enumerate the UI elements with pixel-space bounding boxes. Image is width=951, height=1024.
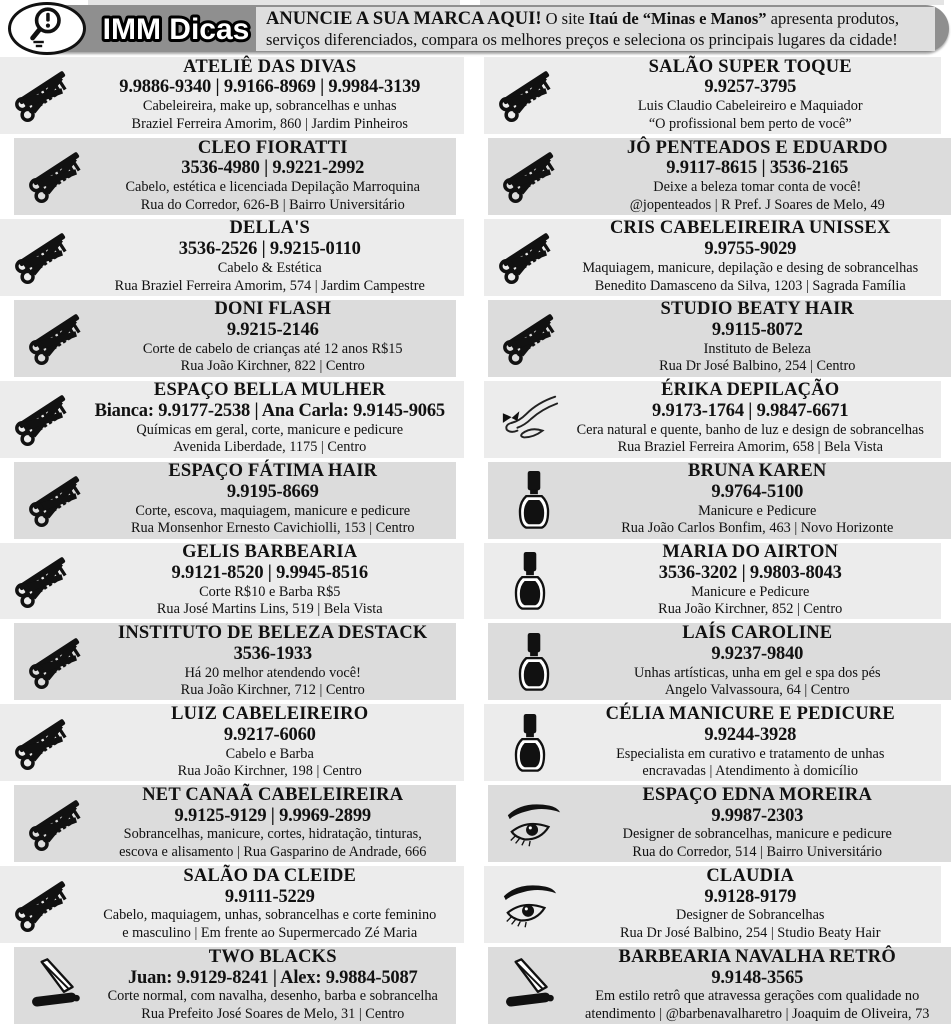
listing-line: Rua Dr José Balbino, 254 | Studio Beaty Hair [619,924,881,941]
listing-line: escova e alisamento | Rua Gasparino de Andrade, 666 [119,844,427,860]
listing-phones: 9.9128-9179 [704,886,797,907]
scissors-comb-icon [498,142,570,210]
listing-line: Cabelo, maquiagem, unhas, sobrancelhas e corte feminino [103,907,437,924]
straight-razor-icon [24,952,96,1020]
listing-line: e masculino | Em frente ao Supermercado Zé Maria [122,924,418,941]
listing-line: “O profissional bem perto de você” [648,115,852,132]
listing-phones: 9.9215-2146 [226,320,319,341]
listing-line: Unhas artísticas, unha em gel e spa dos pés [633,664,881,681]
listing-line: Rua do Corredor, 514 | Bairro Universitário [632,844,883,860]
listing-line: Avenida Liberdade, 1175 | Centro [173,439,367,456]
announcement-panel [256,7,935,51]
listing-text [566,623,950,700]
listing-line: Corte de cabelo de crianças até 12 anos R$15 [142,340,403,357]
listing-name: BRUNA KAREN [688,461,827,482]
scissors-comb-icon [24,466,96,534]
listing-phones: 9.9111-5229 [224,886,315,907]
listing-name: ESPAÇO EDNA MOREIRA [642,784,873,805]
scissors-comb-icon [498,304,570,372]
nail-polish-icon [494,547,566,615]
listing-line: Rua Braziel Ferreira Amorim, 658 | Bela Vista [617,439,883,456]
listing-text [78,219,462,296]
listing-line: Rua João Kirchner, 852 | Centro [658,601,843,618]
scissors-comb-icon [24,304,96,372]
listing-card [0,866,464,943]
listing-text [78,543,462,620]
listing-text [562,57,940,134]
listing-line: Manicure e Pedicure [698,502,817,519]
waxing-hand-icon [494,385,566,453]
listing-name: CÉLIA MANICURE E PEDICURE [605,704,895,724]
listing-text [562,219,940,296]
listing-text [566,138,950,215]
scissors-comb-icon [494,223,566,291]
listing-card [488,300,951,377]
listing-line: Manicure e Pedicure [691,583,810,600]
listing-name: ATELIÊ DAS DIVAS [183,56,357,77]
listing-phones: 3536-2526 | 9.9215-0110 [178,239,361,260]
listing-phones: 9.9115-8072 [711,320,803,341]
listing-card [14,785,456,862]
listing-line: Rua José Martins Lins, 519 | Bela Vista [156,601,383,618]
listing-line: Benedito Damasceno da Silva, 1203 | Sagrada Família [594,277,906,294]
listing-line: Rua João Carlos Bonfim, 463 | Novo Horizonte [621,520,894,537]
listing-card [488,462,951,539]
logo-text: IMM Dicas [102,13,250,46]
listing-text [78,57,462,134]
nail-polish-icon [498,466,570,534]
listing-name: SALÃO DA CLEIDE [183,865,357,886]
listing-card [484,219,942,296]
listing-card [0,543,464,620]
listing-line: Braziel Ferreira Amorim, 860 | Jardim Pinheiros [131,115,408,132]
listing-card [14,300,456,377]
listing-phones: 3536-1933 [233,643,312,664]
listing-text [78,704,462,781]
listing-card [484,704,942,781]
listing-phones: Juan: 9.9129-8241 | Alex: 9.9884-5087 [127,967,418,988]
listing-card [488,785,951,862]
listing-line: Químicas em geral, corte, manicure e pedicure [136,421,404,438]
scissors-comb-icon [494,61,566,129]
listing-phones: 9.9257-3795 [704,77,797,98]
listing-phones: 9.9764-5100 [711,482,804,503]
listing-line: Maquiagem, manicure, depilação e desing de sobrancelhas [582,259,919,276]
listing-line: Rua João Kirchner, 198 | Centro [177,763,362,780]
listing-text [92,462,454,539]
announcement-site-name: Itaú de “Minas e Manos” [588,8,767,28]
listing-line: Rua Dr José Balbino, 254 | Centro [659,358,856,375]
listing-phones: 3536-3202 | 9.9803-8043 [658,562,842,583]
listing-line: Deixe a beleza tomar conta de você! [653,179,862,196]
listing-name: ESPAÇO BELLA MULHER [153,380,386,401]
listing-phones: 9.9148-3565 [711,967,804,988]
listing-line: Corte, escova, maquiagem, manicure e pedicure [135,502,411,519]
scissors-comb-icon [10,709,82,777]
listings-column-right [484,57,951,1024]
listing-phones: 9.9173-1764 | 9.9847-6671 [652,401,849,422]
listing-line: Rua Monsenhor Ernesto Cavichiolli, 153 | Centro [130,520,415,537]
listing-line: Designer de sobrancelhas, manicure e pedicure [622,826,892,843]
listing-name: CLAUDIA [706,865,795,886]
listing-line: Luis Claudio Cabeleireiro e Maquiador [637,98,863,115]
imm-dicas-logo [8,2,86,55]
listing-card [484,381,942,458]
listing-text [78,866,462,943]
listing-text [566,947,950,1024]
listing-card [0,381,464,458]
listing-card [0,57,464,134]
scissors-comb-icon [10,547,82,615]
listing-line: Angelo Valvassoura, 64 | Centro [664,682,850,699]
listing-name: TWO BLACKS [208,946,337,967]
listing-phones: 9.9117-8615 | 3536-2165 [666,158,849,179]
listing-text [562,866,940,943]
listing-name: ESPAÇO FÁTIMA HAIR [168,461,378,482]
listing-line: Sobrancelhas, manicure, cortes, hidratação, tinturas, [123,826,422,843]
scissors-comb-icon [24,628,96,696]
listing-card [14,462,456,539]
listing-name: DONI FLASH [214,299,332,320]
listing-name: SALÃO SUPER TOQUE [648,56,852,77]
listing-phones: 9.9987-2303 [711,805,804,826]
announcement-lead: ANUNCIE A SUA MARCA AQUI! [266,8,542,29]
listing-name: CLEO FIORATTI [197,137,348,158]
scissors-comb-icon [24,142,96,210]
listing-card [0,219,464,296]
listing-line: Instituto de Beleza [703,340,811,357]
scissors-comb-icon [10,223,82,291]
listing-phones: 9.9244-3928 [704,724,797,745]
listing-text [78,381,462,458]
listing-name: LAÍS CAROLINE [682,623,833,644]
listing-phones: 9.9237-9840 [711,643,804,664]
listing-card [488,623,951,700]
listing-card [488,138,951,215]
listing-line: Rua Prefeito José Soares de Melo, 31 | Centro [141,1005,405,1022]
listing-text [562,381,940,458]
eyebrow-eye-icon [498,790,570,858]
listings-grid [0,57,951,1024]
listing-line: Cabelo & Estética [217,259,322,276]
listing-name: DELLA'S [229,218,311,239]
listing-card [484,866,942,943]
listing-text [566,462,950,539]
listing-line: encravadas | Atendimento à domicílio [642,763,859,780]
listings-column-left [0,57,468,1024]
listing-line: Cabeleireira, make up, sobrancelhas e unhas [142,98,397,115]
listing-line: Em estilo retrô que atravessa gerações com qualidade no [595,988,920,1005]
listing-text [92,623,454,700]
listing-text [566,300,950,377]
listing-text [92,785,454,862]
listing-phones: 9.9121-8520 | 9.9945-8516 [171,562,368,583]
listing-phones: 9.9195-8669 [226,482,319,503]
listing-phones: 9.9217-6060 [223,724,316,745]
listing-card [484,543,942,620]
listing-text [92,138,454,215]
listing-line: @jopenteados | R Pref. J Soares de Melo, 49 [629,196,885,213]
logo-wordmark [92,5,260,53]
scissors-comb-icon [10,385,82,453]
eyebrow-eye-icon [494,871,566,939]
listing-line: Especialista em curativo e tratamento de unhas [616,745,885,762]
listing-line: Cera natural e quente, banho de luz e design de sobrancelhas [576,421,924,438]
listing-text [566,785,950,862]
listing-line: Rua João Kirchner, 712 | Centro [180,682,365,699]
nail-polish-icon [494,709,566,777]
listing-name: INSTITUTO DE BELEZA DESTACK [117,623,428,644]
listing-card [14,138,456,215]
listing-line: Corte R$10 e Barba R$5 [199,583,341,600]
listing-text [562,704,940,781]
announcement-text: ANUNCIE A SUA MARCA AQUI! O site Itaú de “Minas e Manos” apresenta produtos, serviços diferenciados, compara os melhores preços e seleciona os principais lugares da cidade! [266,8,899,50]
listing-text [562,543,940,620]
listing-phones: Bianca: 9.9177-2538 | Ana Carla: 9.9145-9065 [94,401,445,422]
listing-line: Há 20 melhor atendendo você! [184,664,361,681]
listing-name: MARIA DO AIRTON [662,542,839,563]
listing-card [488,947,951,1024]
scissors-comb-icon [10,61,82,129]
listing-name: CRIS CABELEIREIRA UNISSEX [609,218,891,239]
listing-line: Rua do Corredor, 626-B | Bairro Universitário [140,196,405,213]
listing-line: Rua Braziel Ferreira Amorim, 574 | Jardim Campestre [114,277,425,294]
listing-phones: 9.9125-9129 | 9.9969-2899 [174,805,371,826]
listing-line: Corte normal, com navalha, desenho, barba e sobrancelha [107,988,438,1005]
listing-phones: 9.9755-9029 [704,239,797,260]
listing-name: LUIZ CABELEIREIRO [171,704,369,724]
listing-text [92,947,454,1024]
listing-name: JÔ PENTEADOS E EDUARDO [626,137,888,158]
listing-line: Designer de Sobrancelhas [676,907,825,924]
listing-card [14,947,456,1024]
straight-razor-icon [498,952,570,1020]
listing-name: NET CANAÃ CABELEIREIRA [142,784,404,805]
header [0,3,951,55]
listing-name: STUDIO BEATY HAIR [660,299,855,320]
listing-text [92,300,454,377]
listing-line: Rua João Kirchner, 822 | Centro [180,358,365,375]
listing-card [484,57,942,134]
listing-name: BARBEARIA NAVALHA RETRÔ [618,946,896,967]
listing-line: Cabelo e Barba [225,745,314,762]
listing-phones: 3536-4980 | 9.9221-2992 [181,158,365,179]
listing-line: atendimento | @barbenavalharetro | Joaquim de Oliveira, 73 [585,1005,930,1022]
listing-line: Cabelo, estética e licenciada Depilação Marroquina [125,179,421,196]
listing-card [0,704,464,781]
nail-polish-icon [498,628,570,696]
listing-phones: 9.9886-9340 | 9.9166-8969 | 9.9984-3139 [119,77,421,98]
magnifier-exclamation-icon [21,2,73,55]
scissors-comb-icon [24,790,96,858]
listing-name: GELIS BARBEARIA [182,542,358,563]
scissors-comb-icon [10,871,82,939]
listing-card [14,623,456,700]
listing-name: ÉRIKA DEPILAÇÃO [661,380,840,401]
